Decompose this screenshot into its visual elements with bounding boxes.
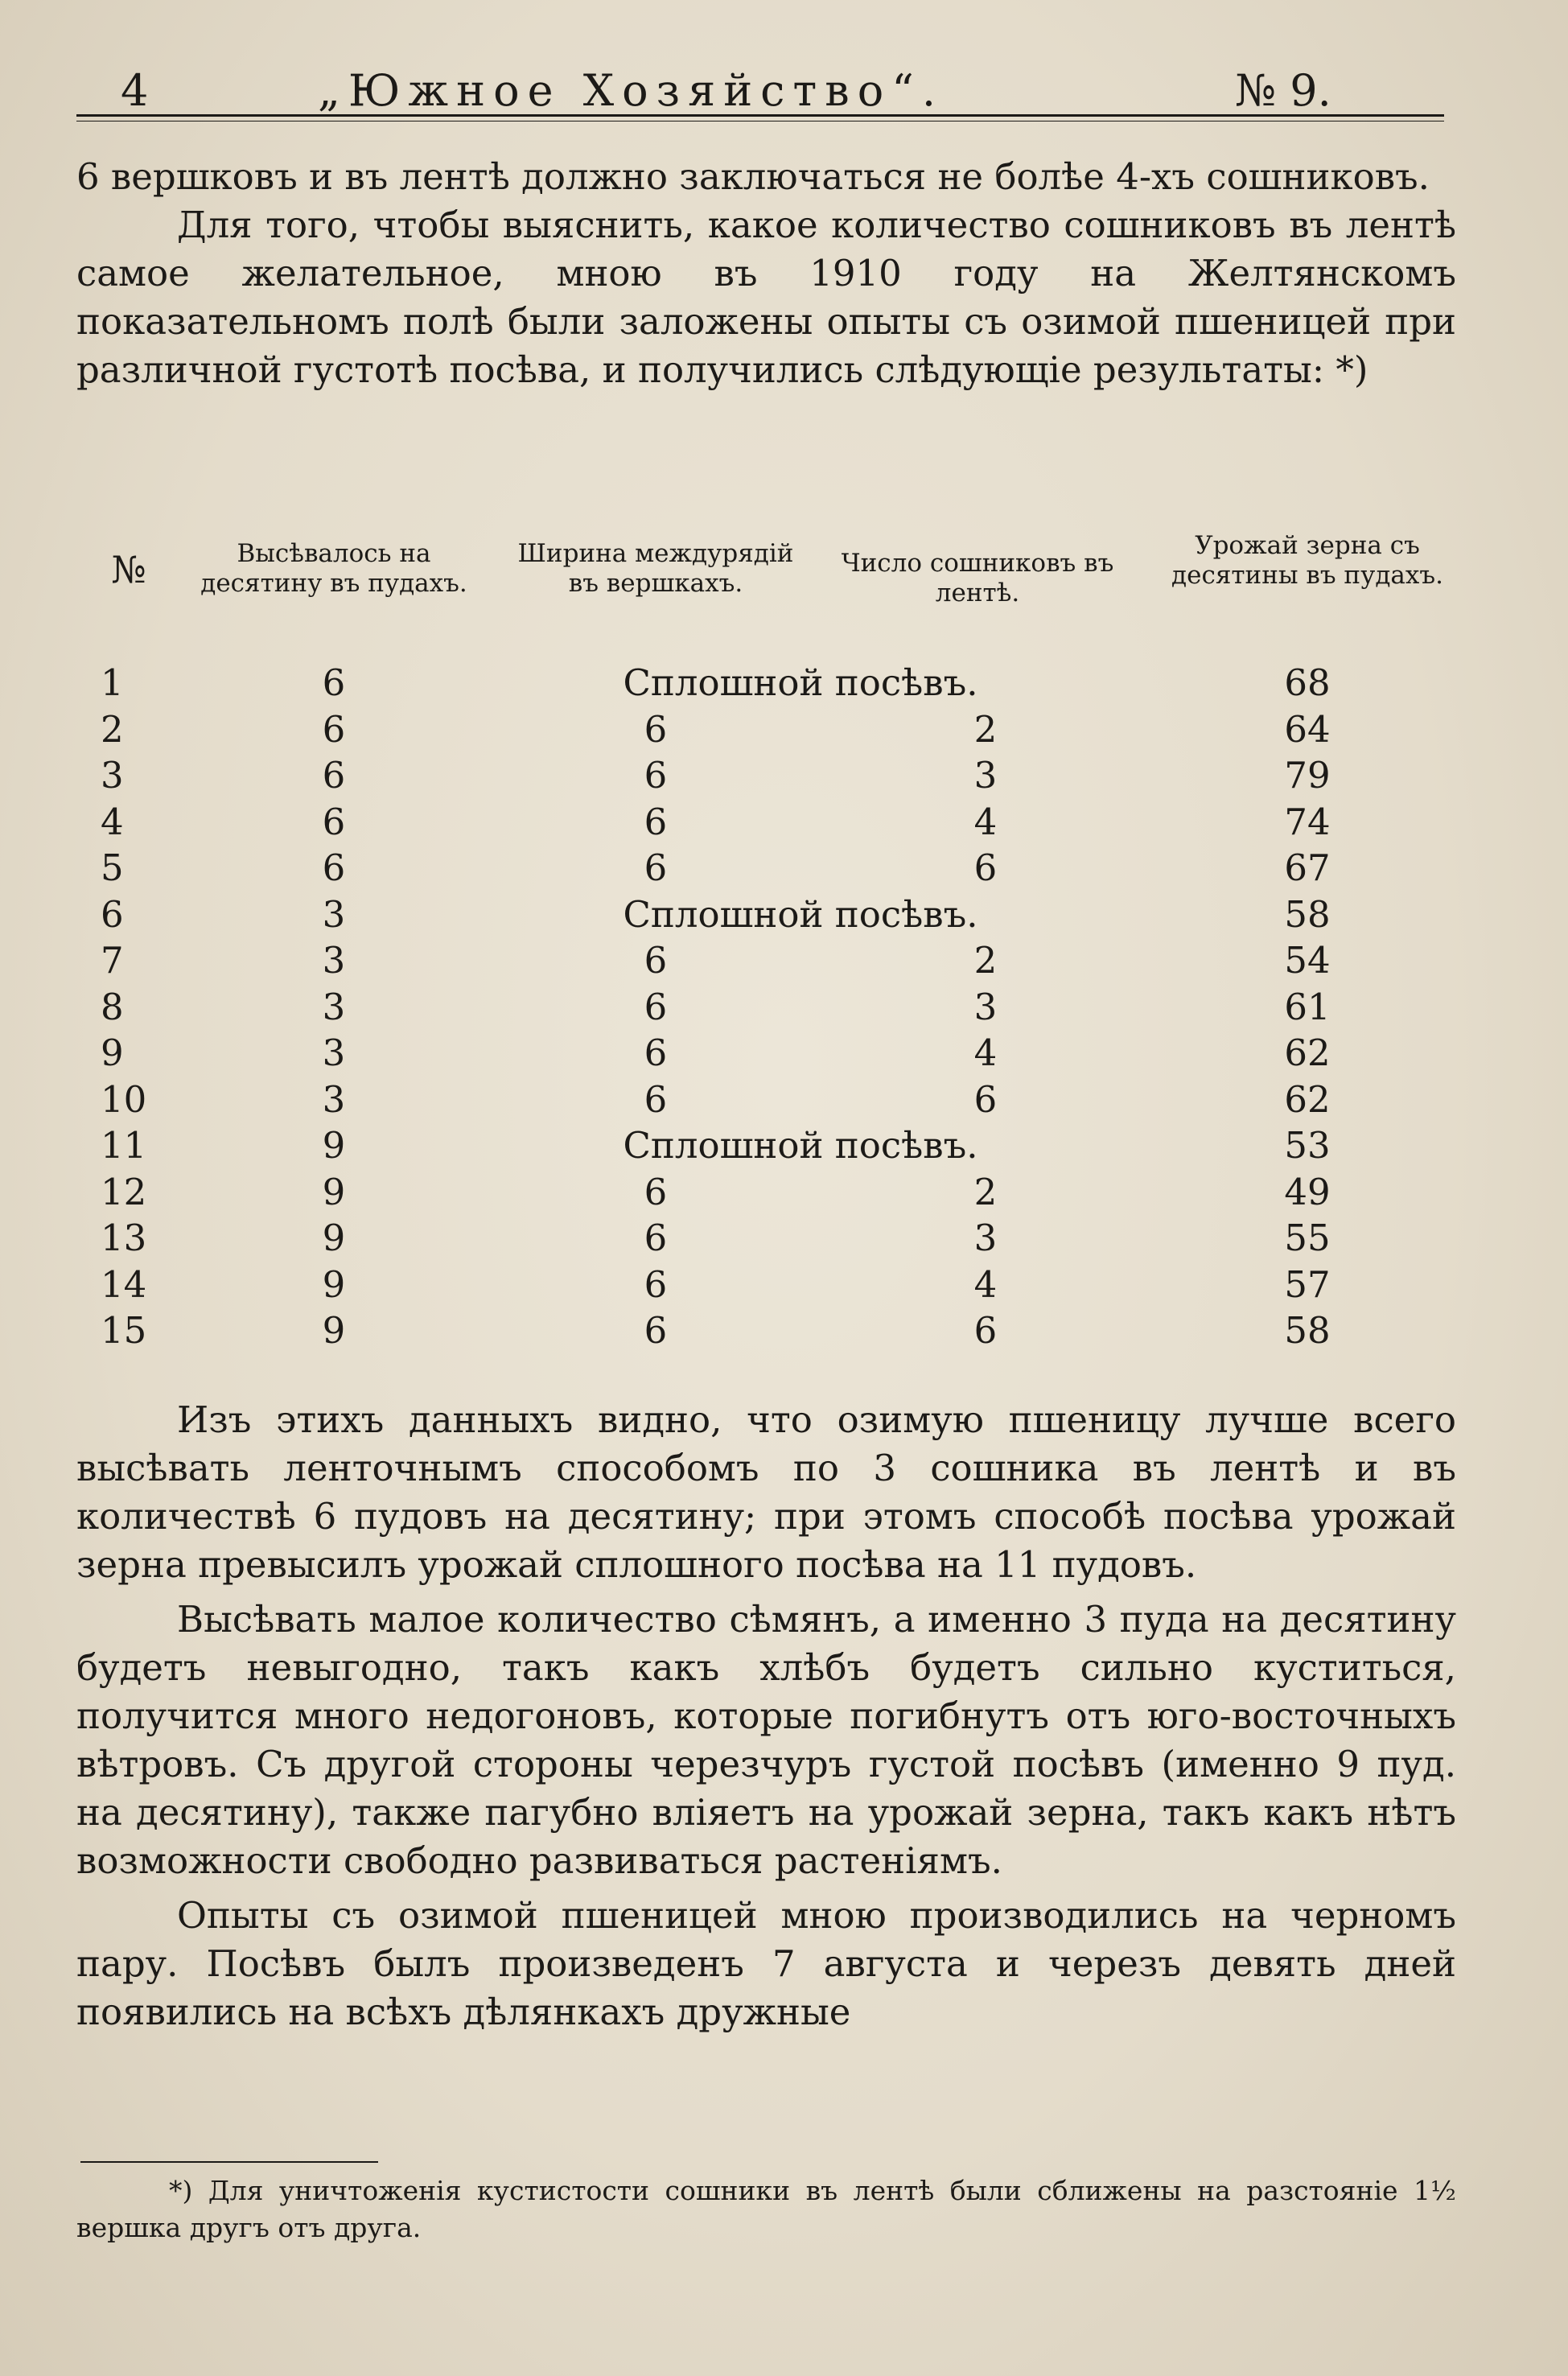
grain-yield: 58 (1284, 1309, 1331, 1352)
grain-yield: 68 (1284, 661, 1331, 704)
row-number: 8 (101, 985, 124, 1028)
solid-sowing-label: Сплошной посѣвъ. (623, 661, 978, 704)
header-rule (76, 114, 1444, 117)
results-table (76, 531, 1468, 1384)
page-number: 4 (121, 65, 149, 116)
row-number: 4 (101, 800, 124, 843)
header-num: № (111, 548, 146, 591)
footnote-text: *) Для уничтоженія кустистости сошники въ лентѣ были сближены на разстояніе 1½ вершка другъ отъ друга. (76, 2175, 1456, 2243)
coulter-count: 4 (973, 800, 998, 843)
row-number: 1 (101, 661, 124, 704)
row-spacing: 6 (644, 1170, 668, 1213)
coulter-count: 4 (973, 1262, 998, 1306)
table-row (76, 845, 1468, 892)
row-number: 7 (101, 939, 124, 982)
seed-amount: 6 (322, 707, 346, 751)
coulter-count: 3 (973, 985, 998, 1028)
coulter-count: 2 (973, 1170, 998, 1213)
row-spacing: 6 (644, 939, 668, 982)
grain-yield: 67 (1284, 846, 1331, 889)
seed-amount: 6 (322, 661, 346, 704)
row-number: 3 (101, 754, 124, 797)
table-row (76, 1215, 1468, 1262)
seed-amount: 9 (322, 1170, 346, 1213)
footnote-rule (80, 2161, 378, 2163)
seed-amount: 6 (322, 800, 346, 843)
grain-yield: 55 (1284, 1217, 1331, 1259)
row-number: 14 (101, 1262, 147, 1306)
row-spacing: 6 (644, 846, 668, 889)
table-row (76, 1077, 1468, 1123)
row-spacing: 6 (644, 985, 668, 1028)
body-paragraph-2: Высѣвать малое количество сѣмянъ, а именно 3 пуда на десятину будетъ невыгодно, такъ какъ хлѣбъ будетъ сильно куститься, получится много недогоновъ, которые погибнутъ отъ юго-восточныхъ вѣтровъ. Съ другой стороны черезчуръ густой посѣвъ (именно 9 пуд. на десятину), также пагубно вліяетъ на урожай зерна, такъ какъ нѣтъ возможности свободно развиваться растеніямъ. (76, 1598, 1456, 1882)
grain-yield: 62 (1284, 1077, 1331, 1121)
grain-yield: 53 (1284, 1124, 1331, 1167)
coulter-count: 2 (973, 707, 998, 751)
row-spacing: 6 (644, 1077, 668, 1121)
issue-number: № 9. (1235, 65, 1331, 116)
header-yield: Урожай зерна съ десятины въ пудахъ. (1171, 531, 1443, 590)
row-number: 12 (101, 1170, 147, 1213)
row-number: 15 (101, 1309, 147, 1352)
grain-yield: 79 (1284, 754, 1331, 797)
table-row (76, 706, 1468, 753)
coulter-count: 6 (973, 1077, 998, 1121)
row-spacing: 6 (644, 1262, 668, 1306)
table-row (76, 937, 1468, 984)
solid-sowing-label: Сплошной посѣвъ. (623, 1124, 978, 1167)
grain-yield: 62 (1284, 1032, 1331, 1074)
table-row (76, 984, 1468, 1031)
table-row (76, 1169, 1468, 1216)
header-seed: Высѣвалось на десятину въ пудахъ. (200, 539, 467, 598)
row-number: 5 (101, 846, 124, 889)
seed-amount: 9 (322, 1262, 346, 1306)
grain-yield: 54 (1284, 939, 1331, 982)
table-row (76, 1122, 1468, 1169)
grain-yield: 74 (1284, 800, 1331, 843)
seed-amount: 3 (322, 892, 346, 936)
row-spacing: 6 (644, 1309, 668, 1352)
table-row (76, 660, 1468, 706)
table-row (76, 799, 1468, 846)
intro-paragraph-1: 6 вершковъ и въ лентѣ должно заключаться не болѣе 4-хъ сошниковъ. (76, 155, 1430, 198)
seed-amount: 9 (322, 1309, 346, 1352)
row-spacing: 6 (644, 800, 668, 843)
journal-title: „Южное Хозяйство“. (318, 65, 944, 116)
page-header (76, 63, 1444, 119)
row-spacing: 6 (644, 1032, 668, 1074)
body-text (76, 1396, 1456, 2036)
intro-text (76, 153, 1456, 394)
coulter-count: 4 (973, 1032, 998, 1074)
row-number: 6 (101, 892, 124, 936)
grain-yield: 61 (1284, 985, 1331, 1028)
table-row (76, 1030, 1468, 1077)
row-spacing: 6 (644, 707, 668, 751)
body-paragraph-3: Опыты съ озимой пшеницей мною производились на черномъ пару. Посѣвъ былъ произведенъ 7 августа и черезъ девять дней появились на всѣхъ дѣлянкахъ дружные (76, 1894, 1456, 2033)
table-row (76, 1307, 1468, 1354)
row-spacing: 6 (644, 1217, 668, 1259)
seed-amount: 9 (322, 1124, 346, 1167)
grain-yield: 64 (1284, 707, 1331, 751)
seed-amount: 9 (322, 1217, 346, 1259)
table-row (76, 892, 1468, 938)
intro-paragraph-2: Для того, чтобы выяснить, какое количество сошниковъ въ лентѣ самое желательное, мною въ 1910 году на Желтянскомъ показательномъ полѣ были заложены опыты съ озимой пшеницей при различной густотѣ посѣва, и получились слѣдующіе результаты: *) (76, 204, 1456, 391)
grain-yield: 57 (1284, 1262, 1331, 1306)
solid-sowing-label: Сплошной посѣвъ. (623, 892, 978, 936)
seed-amount: 3 (322, 939, 346, 982)
coulter-count: 2 (973, 939, 998, 982)
coulter-count: 3 (973, 1217, 998, 1259)
table-row (76, 752, 1468, 799)
coulter-count: 6 (973, 846, 998, 889)
row-number: 9 (101, 1032, 124, 1074)
coulter-count: 6 (973, 1309, 998, 1352)
row-number: 10 (101, 1077, 147, 1121)
row-number: 11 (101, 1124, 147, 1167)
header-width: Ширина междурядій въ вершкахъ. (517, 539, 794, 598)
grain-yield: 58 (1284, 892, 1331, 936)
seed-amount: 3 (322, 985, 346, 1028)
grain-yield: 49 (1284, 1170, 1331, 1213)
footnote (76, 2172, 1456, 2246)
seed-amount: 3 (322, 1032, 346, 1074)
header-shares: Число сошниковъ въ лентѣ. (841, 549, 1114, 607)
seed-amount: 6 (322, 846, 346, 889)
table-row (76, 1262, 1468, 1308)
seed-amount: 6 (322, 754, 346, 797)
row-number: 13 (101, 1217, 147, 1259)
row-spacing: 6 (644, 754, 668, 797)
body-paragraph-1: Изъ этихъ данныхъ видно, что озимую пшеницу лучше всего высѣвать ленточнымъ способомъ по 3 сошника въ лентѣ и въ количествѣ 6 пудовъ на десятину; при этомъ способѣ посѣва урожай зерна превысилъ урожай сплошного посѣва на 11 пудовъ. (76, 1398, 1456, 1586)
row-number: 2 (101, 707, 124, 751)
seed-amount: 3 (322, 1077, 346, 1121)
coulter-count: 3 (973, 754, 998, 797)
